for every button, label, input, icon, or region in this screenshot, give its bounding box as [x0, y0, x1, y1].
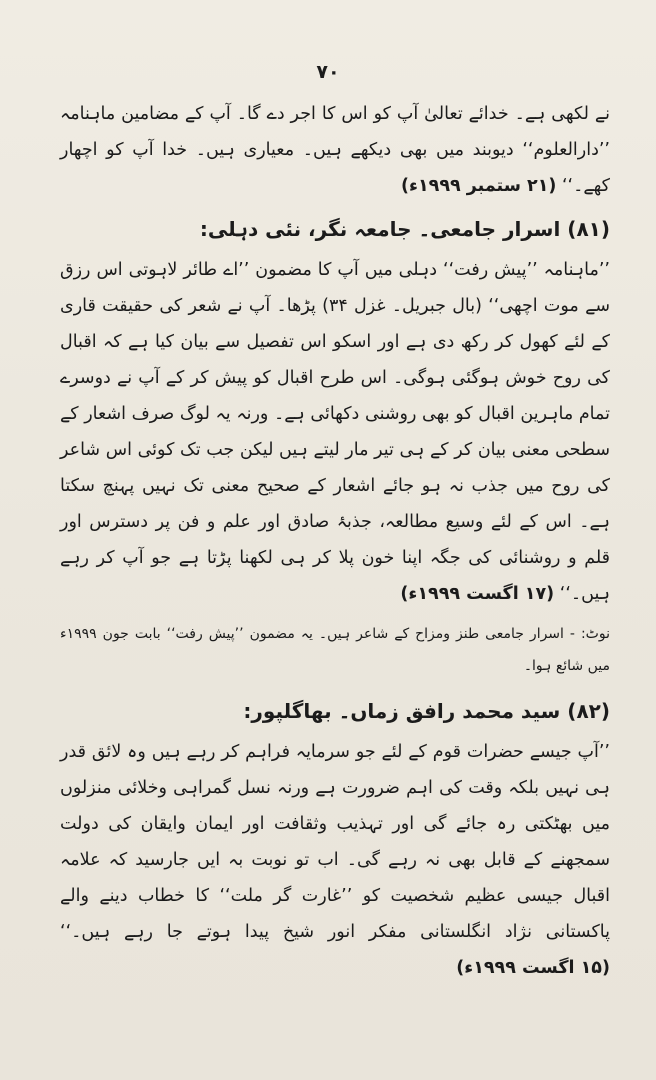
letter-80-date: (۲۱ ستمبر ۱۹۹۹ء) — [401, 176, 557, 196]
letter-80-text: نے لکھی ہے۔ خدائے تعالیٰ آپ کو اس کا اجر دے گا۔ آپ کے مضامین ماہنامہ ’’دارالعلوم‘‘ دیوبند میں بھی دیکھے ہیں۔ معیاری ہیں۔ خدا آپ کو اچھار کھے۔‘‘ — [60, 104, 610, 196]
letter-81-text: ’’ماہنامہ ’’پیش رفت‘‘ دہلی میں آپ کا مضمون ’’اے طائر لاہوتی اس رزق سے موت اچھی‘‘ (بال جبریل۔ غزل ۳۴) پڑھا۔ آپ نے شعر کی حقیقت قاری کے لئے کھول کر رکھ دی ہے اور اسکو اس تفصیل سے بیان کیا ہے کہ اقبال کی روح خوش ہوگئی ہوگی۔ اس طرح اقبال کو پیش کر کے آپ نے دوسرے تمام ماہرین اقبال کو بھی روشنی دکھائی ہے۔ ورنہ یہ لوگ صرف اشعار کے سطحی معنی بیان کر کے ہی تیر مار لیتے ہیں لیکن جب تک کوئی اس شاعر کی روح میں جذب نہ ہو جائے اشعار کے صحیح معنی تک نہیں پہنچ سکتا ہے۔ اس کے لئے وسیع مطالعہ، جذبۂ صادق اور علم و فن پر دسترس اور قلم و روشنائی کی جگہ اپنا خون پلا کر ہی لکھنا پڑتا ہے جو آپ کر رہے ہیں۔‘‘ — [60, 260, 610, 604]
letter-81-note: نوٹ: - اسرار جامعی طنز ومزاح کے شاعر ہیں۔ یہ مضمون ’’پیش رفت‘‘ بابت جون ۱۹۹۹ء میں شائع ہوا۔ — [60, 626, 610, 674]
letter-82-heading: (۸۲) سید محمد رافق زماں۔ بھاگلپور: — [243, 699, 610, 723]
page-number: ۷۰ — [316, 61, 340, 83]
letter-81-date: (۱۷ اگست ۱۹۹۹ء) — [400, 584, 555, 604]
letter-80-continuation — [60, 96, 610, 204]
page-content — [60, 96, 610, 986]
letter-82-date: (۱۵ اگست ۱۹۹۹ء) — [456, 958, 610, 978]
letter-82-text: ’’آپ جیسے حضرات قوم کے لئے جو سرمایہ فراہم کر رہے ہیں وہ لائق قدر ہی نہیں بلکہ وقت کی اہم ضرورت ہے ورنہ نسل گمراہی وخلائی منزلوں میں بھٹکتی رہ جائے گی اور تہذیب وثقافت اور ایمان وایقان کی دولت سمجھنے کے قابل بھی نہ رہے گی۔ اب تو نوبت بہ ایں جارسید کہ علامہ اقبال جیسی عظیم شخصیت کو ’’غارت گر ملت‘‘ کا خطاب دینے والے پاکستانی نژاد انگلستانی مفکر انور شیخ پیدا ہوتے جا رہے ہیں۔‘‘ — [60, 742, 610, 942]
letter-82-body — [60, 734, 610, 986]
letter-81-heading: (۸۱) اسرار جامعی۔ جامعہ نگر، نئی دہلی: — [199, 217, 610, 241]
letter-81-body — [60, 252, 610, 612]
